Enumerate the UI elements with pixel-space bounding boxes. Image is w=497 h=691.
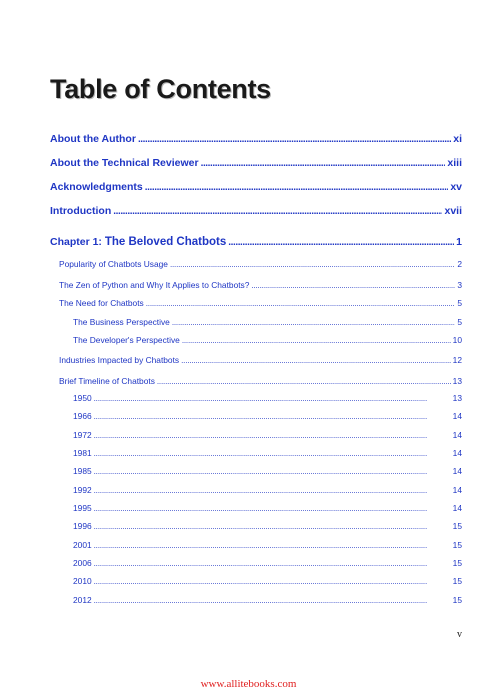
- toc-entry-label: Brief Timeline of Chatbots: [59, 376, 155, 386]
- toc-entry-acknowledgments[interactable]: [50, 181, 462, 193]
- toc-entry-label: 2012: [73, 595, 92, 605]
- toc-entry-chapter-1[interactable]: [50, 236, 462, 248]
- toc-subsection-entry[interactable]: [73, 558, 462, 568]
- dot-leader: [251, 280, 455, 290]
- dot-leader: [181, 355, 451, 365]
- toc-entry-page: 15: [452, 576, 462, 586]
- toc-entry-label: 1966: [73, 411, 92, 421]
- toc-subsection-entry[interactable]: [73, 411, 462, 421]
- toc-entry-label: Acknowledgments: [50, 181, 143, 193]
- dot-leader: [94, 503, 451, 513]
- toc-entry-page: xv: [450, 181, 462, 193]
- toc-entry-label: 1992: [73, 485, 92, 495]
- toc-entry-page: 5: [457, 317, 462, 327]
- toc-entry-page: 13: [452, 376, 462, 386]
- toc-entry-technical-reviewer[interactable]: [50, 157, 462, 169]
- page-number: v: [457, 629, 462, 640]
- dot-leader: [94, 521, 451, 531]
- toc-entry-page: 2: [457, 259, 462, 269]
- dot-leader: [94, 393, 451, 403]
- toc-entry-label: 2006: [73, 558, 92, 568]
- toc-entry-label: 2010: [73, 576, 92, 586]
- chapter-number: Chapter 1:: [50, 236, 102, 248]
- dot-leader: [157, 376, 451, 386]
- dot-leader: [172, 317, 456, 327]
- dot-leader: [94, 540, 451, 550]
- toc-entry-label: 1950: [73, 393, 92, 403]
- toc-entry-page: 10: [452, 335, 462, 345]
- toc-section-entry[interactable]: [59, 355, 462, 365]
- footer-website-link[interactable]: www.allitebooks.com: [200, 678, 297, 690]
- toc-subsection-entry[interactable]: [73, 595, 462, 605]
- toc-entry-page: 15: [452, 595, 462, 605]
- toc-subsection-entry[interactable]: [73, 503, 462, 513]
- toc-entry-label: 2001: [73, 540, 92, 550]
- toc-entry-page: 15: [452, 540, 462, 550]
- toc-entry-label: [50, 236, 226, 248]
- dot-leader: [94, 448, 451, 458]
- toc-subsection-entry[interactable]: [73, 466, 462, 476]
- toc-entry-about-author[interactable]: [50, 133, 462, 145]
- toc-entry-label: 1981: [73, 448, 92, 458]
- dot-leader: [94, 595, 451, 605]
- toc-entry-label: About the Technical Reviewer: [50, 157, 199, 169]
- dot-leader: [170, 259, 455, 269]
- toc-entry-label: 1972: [73, 430, 92, 440]
- toc-subsection-entry[interactable]: [73, 576, 462, 586]
- toc-entry-label: Industries Impacted by Chatbots: [59, 355, 180, 365]
- chapter-title: The Beloved Chatbots: [104, 236, 227, 248]
- toc-entry-page: 3: [457, 280, 462, 290]
- toc-entry-label: 1995: [73, 503, 92, 513]
- toc-entry-label: The Need for Chatbots: [59, 298, 144, 308]
- toc-entry-page: 5: [457, 298, 462, 308]
- dot-leader: [94, 576, 451, 586]
- dot-leader: [182, 335, 451, 345]
- toc-subsection-entry[interactable]: [73, 335, 462, 345]
- toc-entry-page: 15: [452, 558, 462, 568]
- dot-leader: [145, 181, 449, 193]
- toc-entry-page: 14: [452, 411, 462, 421]
- dot-leader: [94, 411, 451, 421]
- toc-entry-label: The Zen of Python and Why It Applies to Chatbots?: [59, 280, 250, 290]
- toc-entry-label: The Business Perspective: [73, 317, 170, 327]
- dot-leader: [94, 466, 451, 476]
- toc-entry-label: Popularity of Chatbots Usage: [59, 259, 168, 269]
- toc-section-entry[interactable]: [59, 280, 462, 290]
- dot-leader: [113, 205, 442, 217]
- toc-subsection-entry[interactable]: [73, 430, 462, 440]
- toc-entry-label: The Developer's Perspective: [73, 335, 180, 345]
- dot-leader: [138, 133, 451, 145]
- toc-section-entry[interactable]: [59, 259, 462, 269]
- toc-subsection-entry[interactable]: [73, 393, 462, 403]
- dot-leader: [146, 298, 456, 308]
- toc-section-entry[interactable]: [59, 298, 462, 308]
- dot-leader: [94, 485, 451, 495]
- toc-subsection-entry[interactable]: [73, 317, 462, 327]
- toc-entry-label: 1996: [73, 521, 92, 531]
- toc-entry-page: xvii: [444, 205, 462, 217]
- dot-leader: [201, 157, 446, 169]
- toc-subsection-entry[interactable]: [73, 485, 462, 495]
- page-title: Table of Contents: [50, 74, 271, 104]
- toc-entry-page: 14: [452, 448, 462, 458]
- dot-leader: [228, 236, 454, 248]
- toc-entry-page: xi: [453, 133, 462, 145]
- toc-entry-page: 12: [452, 355, 462, 365]
- toc-entry-page: 13: [452, 393, 462, 403]
- toc-entry-page: 15: [452, 521, 462, 531]
- toc-subsection-entry[interactable]: [73, 521, 462, 531]
- toc-subsection-entry[interactable]: [73, 448, 462, 458]
- toc-subsection-entry[interactable]: [73, 540, 462, 550]
- dot-leader: [94, 430, 451, 440]
- toc-entry-introduction[interactable]: [50, 205, 462, 217]
- toc-entry-page: 14: [452, 485, 462, 495]
- toc-entry-label: 1985: [73, 466, 92, 476]
- toc-entry-label: About the Author: [50, 133, 136, 145]
- toc-entry-label: Introduction: [50, 205, 112, 217]
- toc-entry-page: 14: [452, 430, 462, 440]
- toc-entry-page: 14: [452, 503, 462, 513]
- toc-entry-page: 14: [452, 466, 462, 476]
- toc-section-entry[interactable]: [59, 376, 462, 386]
- toc-entry-page: xiii: [447, 157, 462, 169]
- dot-leader: [94, 558, 451, 568]
- toc-entry-page: 1: [456, 236, 462, 248]
